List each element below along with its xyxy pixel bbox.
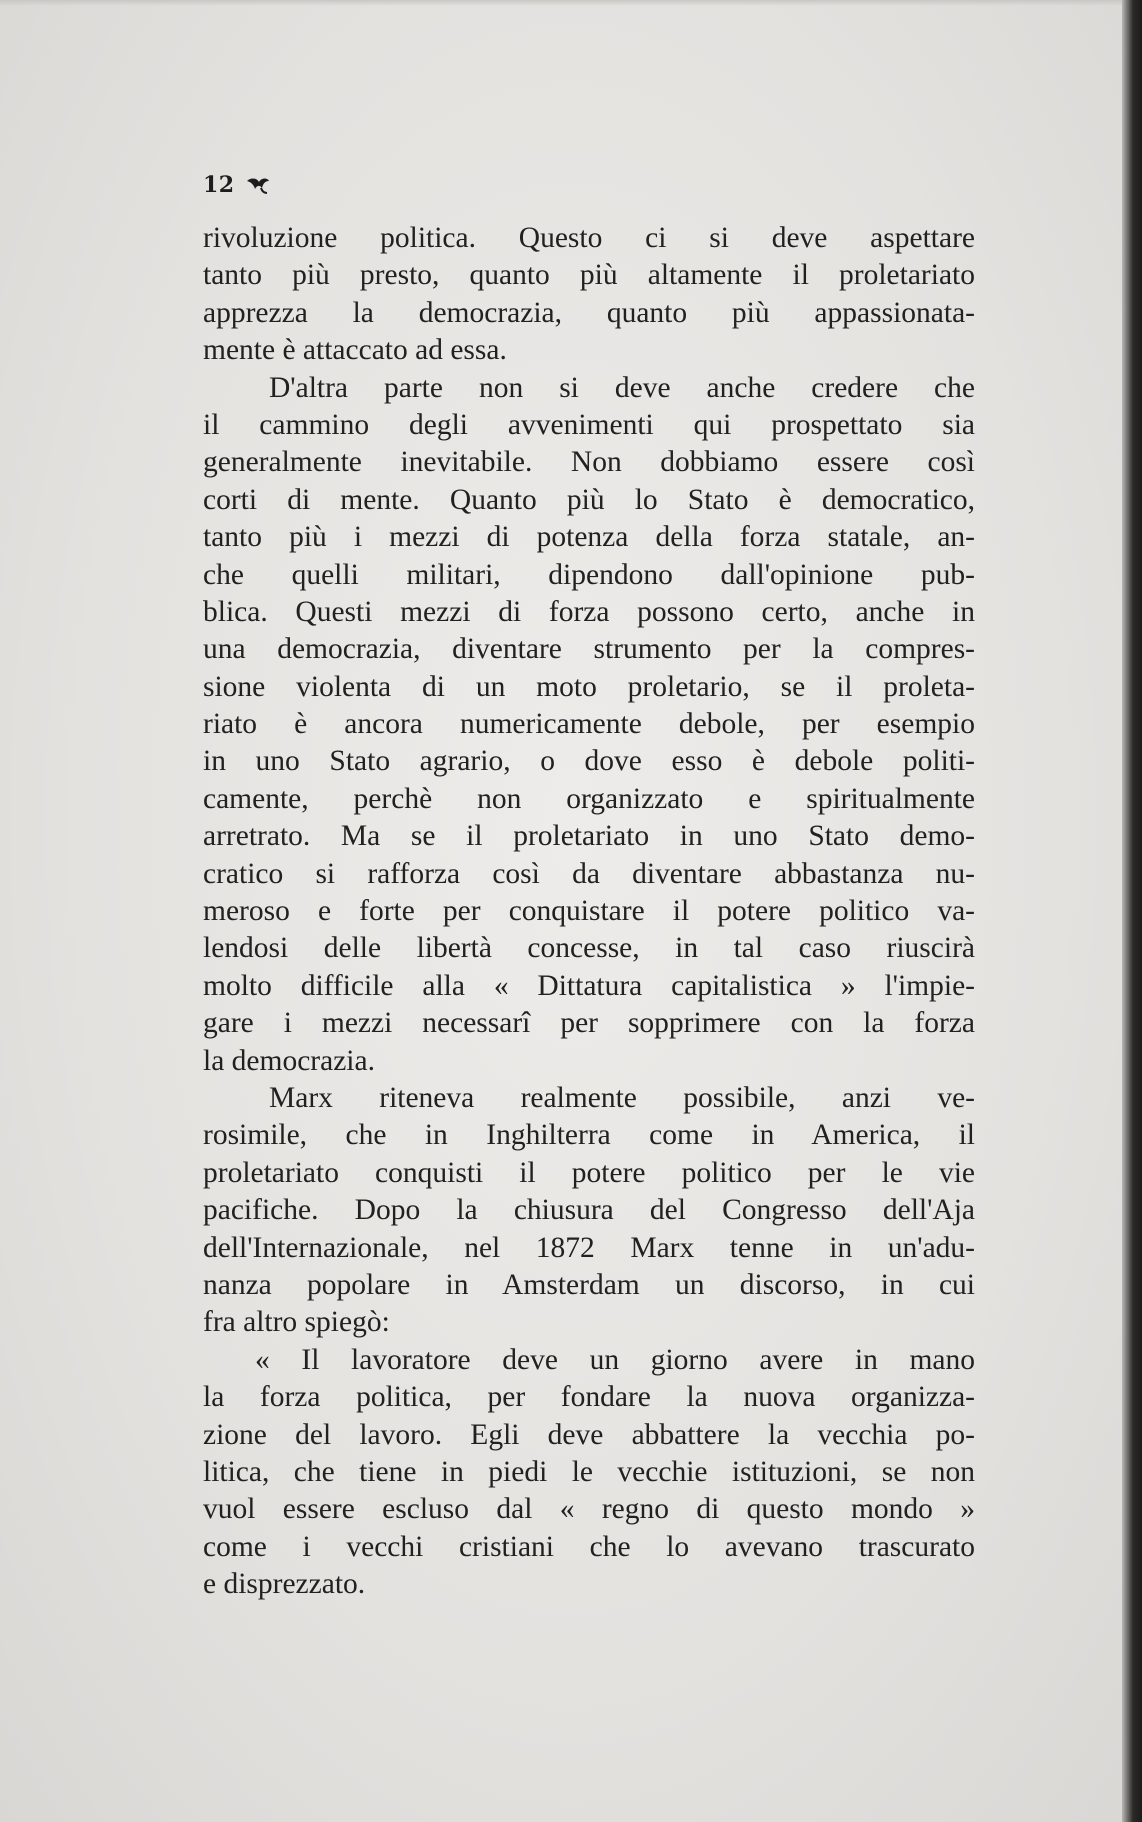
text-line: molto difficile alla « Dittatura capitalistica » l'impie- — [203, 969, 975, 1002]
page-top-edge — [0, 0, 1142, 6]
text-line: nanza popolare in Amsterdam un discorso, in cui — [203, 1268, 975, 1301]
text-line: rosimile, che in Inghilterra come in America, il — [203, 1119, 975, 1152]
text-line: meroso e forte per conquistare il potere politico va- — [203, 895, 975, 928]
text-line: vuol essere escluso dal « regno di questo mondo » — [203, 1493, 975, 1526]
text-line: mente è attaccato ad essa. — [203, 334, 507, 367]
text-line: e disprezzato. — [203, 1568, 366, 1601]
text-line: apprezza la democrazia, quanto più appassionata- — [203, 296, 975, 329]
text-line: rivoluzione politica. Questo ci si deve aspettare — [203, 222, 975, 254]
text-line: zione del lavoro. Egli deve abbattere la vecchia po- — [203, 1418, 975, 1451]
text-line: la forza politica, per fondare la nuova organizza- — [203, 1381, 975, 1414]
text-line: la democrazia. — [203, 1044, 375, 1077]
text-line: sione violenta di un moto proletario, se il proleta- — [203, 670, 975, 703]
text-line: cratico si rafforza così da diventare abbastanza nu- — [203, 857, 975, 890]
text-line: camente, perchè non organizzato e spiritualmente — [203, 782, 975, 815]
text-line: come i vecchi cristiani che lo avevano trascurato — [203, 1530, 975, 1563]
text-line: fra altro spiegò: — [203, 1306, 390, 1339]
text-line: Marx riteneva realmente possibile, anzi ve- — [269, 1081, 975, 1114]
text-line: proletariato conquisti il potere politico per le vie — [203, 1156, 975, 1189]
body-text — [203, 220, 975, 1603]
text-line: blica. Questi mezzi di forza possono certo, anche in — [203, 595, 975, 628]
text-line: che quelli militari, dipendono dall'opinione pub- — [203, 558, 975, 591]
text-line: tanto più i mezzi di potenza della forza statale, an- — [203, 521, 975, 554]
text-line: D'altra parte non si deve anche credere che — [269, 371, 975, 404]
page-number: 12 — [203, 172, 235, 198]
text-line: litica, che tiene in piedi le vecchie istituzioni, se non — [203, 1455, 975, 1488]
text-line: generalmente inevitabile. Non dobbiamo essere così — [203, 446, 975, 479]
text-line: il cammino degli avvenimenti qui prospettato sia — [203, 408, 975, 441]
page-header — [203, 170, 271, 200]
text-line: pacifiche. Dopo la chiusura del Congresso dell'Aja — [203, 1194, 975, 1227]
leaf-ornament-icon — [245, 175, 271, 195]
text-line: corti di mente. Quanto più lo Stato è democratico, — [203, 483, 975, 516]
text-line: dell'Internazionale, nel 1872 Marx tenne in un'adu- — [203, 1231, 975, 1264]
text-line: lendosi delle libertà concesse, in tal caso riuscirà — [203, 932, 975, 965]
text-line: tanto più presto, quanto più altamente il proletariato — [203, 259, 975, 292]
text-line: in uno Stato agrario, o dove esso è debole politi- — [203, 745, 975, 778]
page-right-edge-shadow — [1122, 0, 1142, 1822]
text-line: una democrazia, diventare strumento per la compres- — [203, 633, 975, 666]
text-line: riato è ancora numericamente debole, per esempio — [203, 708, 975, 741]
text-line: gare i mezzi necessarî per sopprimere con la forza — [203, 1007, 975, 1040]
text-line: « Il lavoratore deve un giorno avere in mano — [255, 1343, 975, 1376]
text-line: arretrato. Ma se il proletariato in uno Stato demo- — [203, 820, 975, 853]
